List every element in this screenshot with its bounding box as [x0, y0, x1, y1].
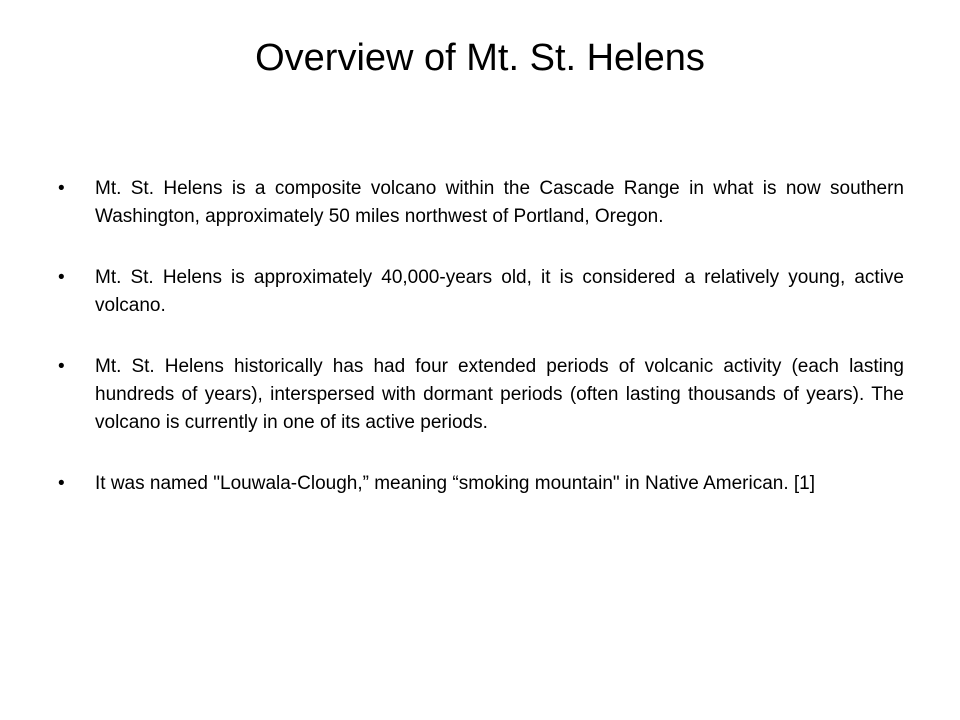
bullet-text: Mt. St. Helens is approximately 40,000-years old, it is considered a relatively young, active volcano. [95, 267, 904, 316]
bullet-icon: • [58, 473, 65, 494]
bullet-text: It was named "Louwala-Clough,” meaning “smoking mountain" in Native American. [1] [95, 473, 816, 494]
bullet-item-name-origin [58, 470, 904, 498]
bullet-icon: • [58, 178, 65, 199]
bullet-icon: • [58, 356, 65, 377]
bullet-item-age [58, 264, 904, 320]
bullet-list [58, 175, 904, 498]
bullet-text: Mt. St. Helens is a composite volcano within the Cascade Range in what is now southern Washington, approximately 50 miles northwest of Portland, Oregon. [95, 178, 904, 227]
bullet-text: Mt. St. Helens historically has had four extended periods of volcanic activity (each lasting hundreds of years), interspersed with dormant periods (often lasting thousands of years). The volcano is currently in one of its active periods. [95, 356, 904, 433]
bullet-item-composite-volcano [58, 175, 904, 231]
bullet-icon: • [58, 267, 65, 288]
bullet-item-activity-periods [58, 353, 904, 437]
slide-title: Overview of Mt. St. Helens [255, 37, 705, 79]
